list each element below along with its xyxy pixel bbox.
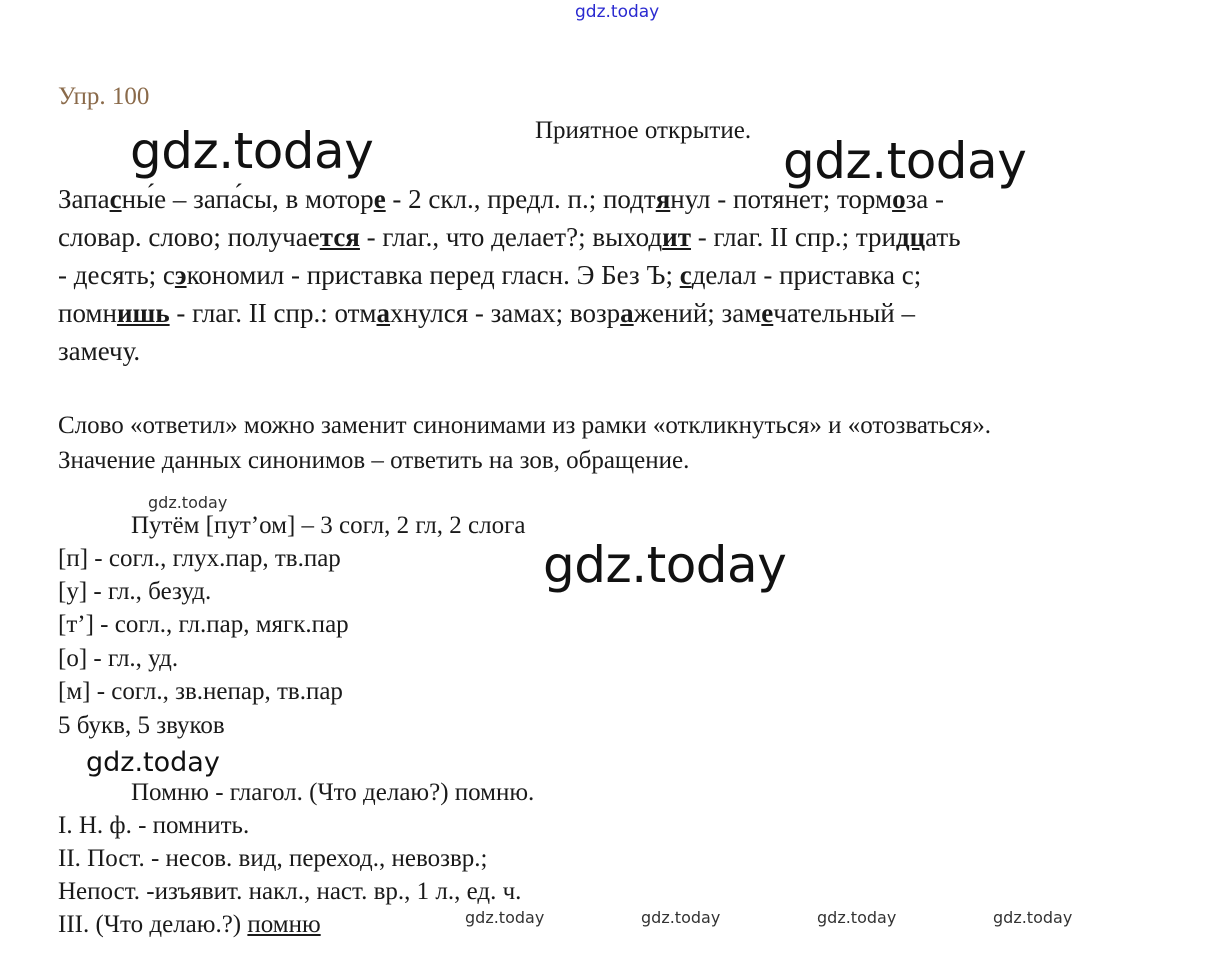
watermark-bottom-4: gdz.today [993, 908, 1073, 927]
highlighted-letter: дц [895, 222, 926, 252]
text-segment: ать [925, 222, 961, 252]
sound-row: [о] - гл., уд. [58, 645, 179, 672]
text-segment: - десять; с [58, 260, 175, 290]
highlighted-letter: э [174, 260, 187, 290]
text-segment: - 2 скл., предл. п.; подт [385, 184, 656, 214]
morph-line-3: Непост. -изъявит. накл., наст. вр., 1 л., ед. ч. [58, 878, 522, 905]
text-segment: замечу. [58, 336, 141, 366]
text-segment: - глаг., что делает?; выхо [359, 222, 649, 252]
watermark-bottom-2: gdz.today [641, 908, 721, 927]
morph-line-2: II. Пост. - несов. вид, переход., невозвр.; [58, 845, 488, 872]
text-segment: за - [905, 184, 944, 214]
highlighted-letter: ишь [116, 298, 170, 328]
highlighted-letter: а [620, 298, 634, 328]
sound-row: [т’] - согл., гл.пар, мягк.пар [58, 611, 349, 638]
exercise-number: Упр. 100 [58, 83, 150, 110]
morph-line-4-prefix: III. (Что делаю.?) [58, 911, 248, 938]
phonetic-summary: 5 букв, 5 звуков [58, 712, 225, 739]
sound-row: [у] - гл., безуд. [58, 578, 212, 605]
highlighted-letter: а [376, 298, 391, 328]
watermark-medium: gdz.today [86, 747, 220, 778]
text-segment: д [648, 222, 663, 252]
watermark-large-2: gdz.today [783, 132, 1027, 190]
analysis-line-5 [58, 336, 140, 367]
text-segment: жений; зам [633, 298, 762, 328]
highlighted-letter: с [109, 184, 122, 214]
watermark-top: gdz.today [575, 2, 660, 22]
watermark-small-1: gdz.today [148, 493, 228, 512]
highlighted-letter: ит [662, 222, 691, 252]
text-segment: ны́е – запа́сы, в мотор [121, 184, 374, 214]
watermark-large-1: gdz.today [130, 122, 374, 180]
highlighted-letter: с [679, 260, 692, 290]
analysis-line-2 [58, 222, 961, 253]
text-segment: - глаг. II спр.: отм [169, 298, 377, 328]
analysis-line-4 [58, 298, 915, 329]
watermark-large-3: gdz.today [543, 536, 787, 594]
text-segment: - глаг. II спр.; три [690, 222, 896, 252]
highlighted-letter: о [892, 184, 906, 214]
text-segment: помн [58, 298, 117, 328]
highlighted-letter: е [373, 184, 386, 214]
highlighted-letter: тся [319, 222, 360, 252]
morph-line-1: I. Н. ф. - помнить. [58, 812, 250, 839]
watermark-bottom-3: gdz.today [817, 908, 897, 927]
morph-line-4 [58, 911, 321, 939]
highlighted-letter: е [761, 298, 774, 328]
phonetic-heading: Путём [пут’ом] – 3 согл, 2 гл, 2 слога [131, 512, 526, 539]
analysis-line-3 [58, 260, 921, 291]
morph-underlined-word: помню [247, 911, 321, 938]
text-segment: чательный – [773, 298, 916, 328]
text-segment: кономил - приставка перед гласн. Э Без Ъ; [186, 260, 680, 290]
text-segment: делал - приставка с; [691, 260, 922, 290]
synonyms-line-2: Значение данных синонимов – ответить на зов, обращение. [58, 447, 690, 474]
synonyms-line-1: Слово «ответил» можно заменит синонимами из рамки «откликнуться» и «отозваться». [58, 412, 991, 439]
watermark-bottom-1: gdz.today [465, 908, 545, 927]
text-segment: хнулся - замах; возр [390, 298, 621, 328]
morph-heading: Помню - глагол. (Что делаю?) помню. [131, 779, 535, 806]
text-segment: словар. слово; получае [58, 222, 320, 252]
sound-row: [п] - согл., глух.пар, тв.пар [58, 545, 341, 572]
text-segment: нул - потянет; торм [670, 184, 893, 214]
exercise-title: Приятное открытие. [535, 117, 752, 144]
highlighted-letter: я [655, 184, 671, 214]
analysis-line-1 [58, 184, 944, 215]
sound-row: [м] - согл., зв.непар, тв.пар [58, 678, 343, 705]
text-segment: Запа [58, 184, 110, 214]
